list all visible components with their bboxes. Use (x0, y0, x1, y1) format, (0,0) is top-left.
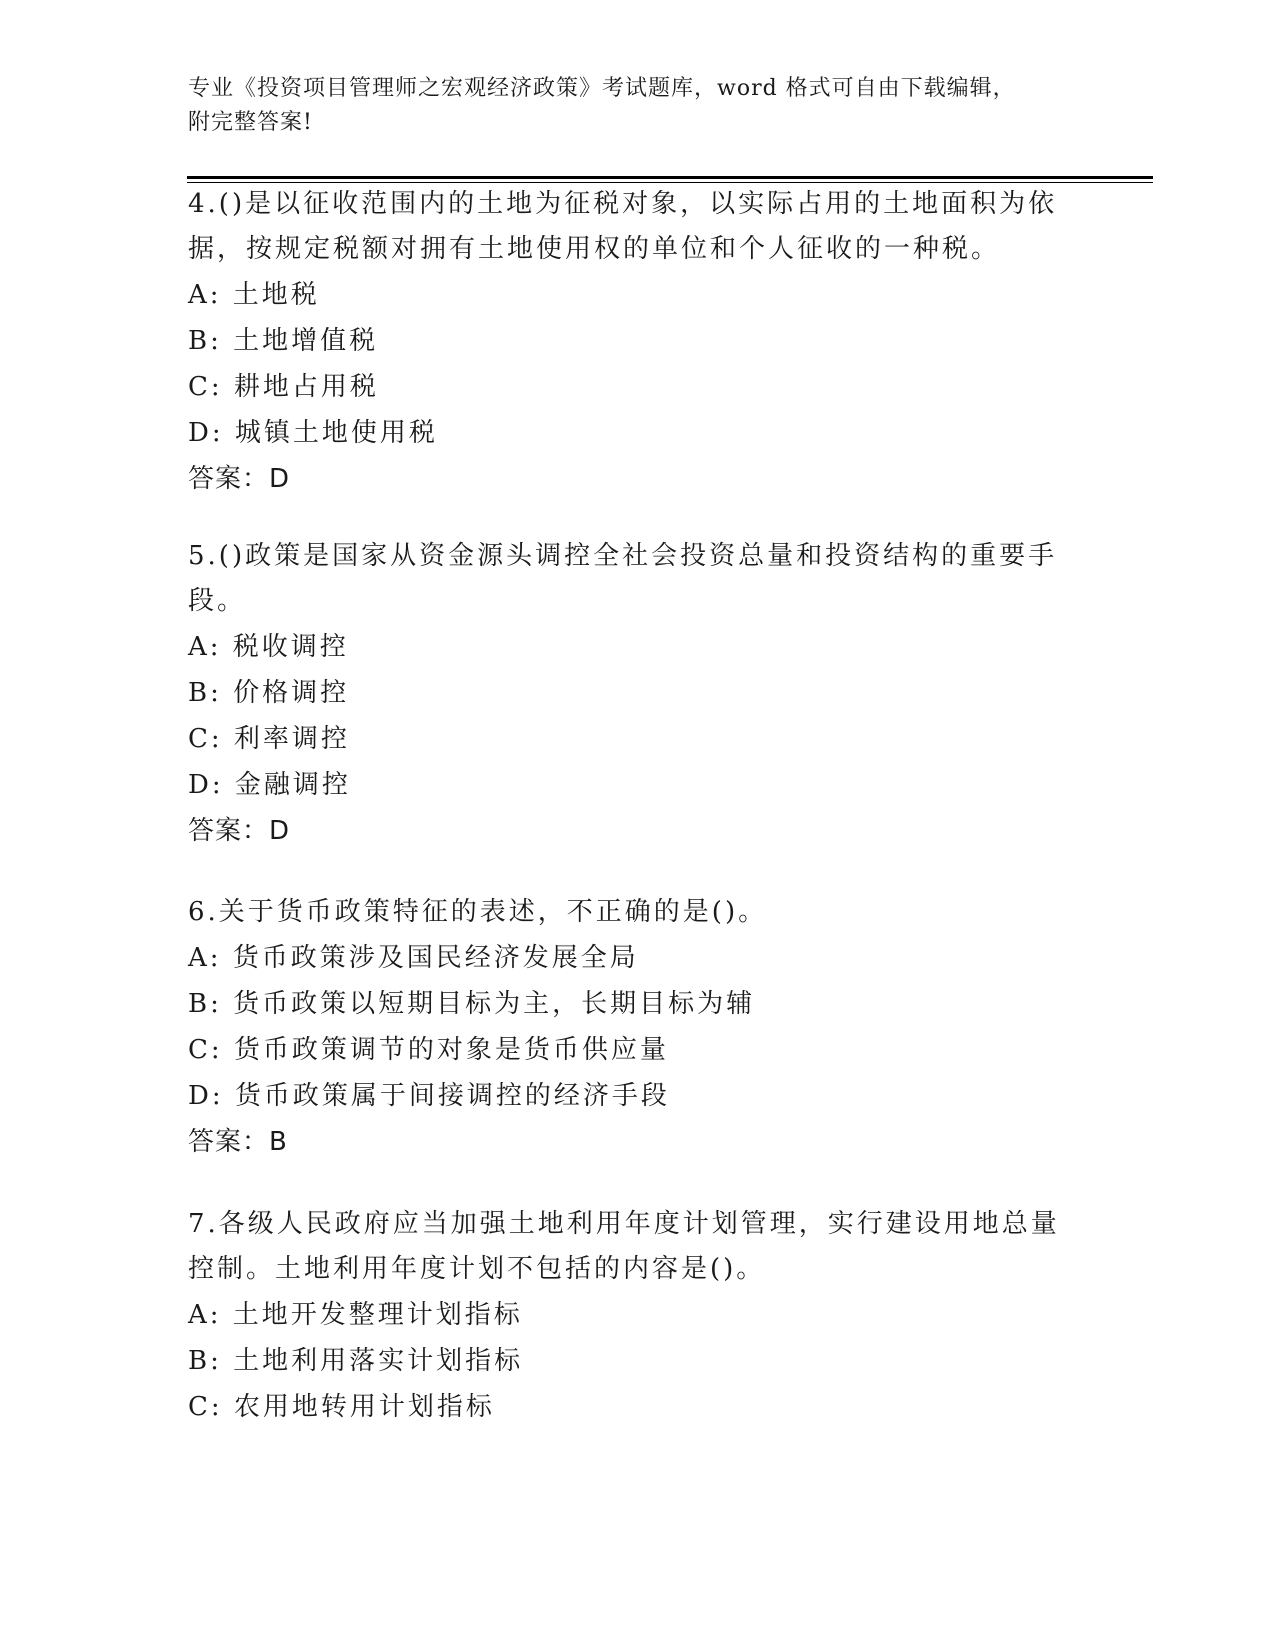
answer: 答案：B (188, 1127, 288, 1157)
question-6 (188, 890, 1068, 1165)
question-7 (188, 1202, 1068, 1430)
option-d: D: 城镇土地使用税 (188, 418, 438, 448)
option-c: C: 农用地转用计划指标 (188, 1392, 495, 1422)
option-a: A: 土地开发整理计划指标 (188, 1300, 523, 1330)
option-d: D: 货币政策属于间接调控的经济手段 (188, 1081, 670, 1111)
option-b: B: 货币政策以短期目标为主，长期目标为辅 (188, 989, 756, 1019)
option-a: A: 税收调控 (188, 632, 349, 662)
answer: 答案：D (188, 464, 291, 494)
option-a: A: 货币政策涉及国民经济发展全局 (188, 943, 639, 973)
option-b: B: 土地增值税 (188, 326, 379, 356)
answer: 答案：D (188, 816, 291, 846)
option-d: D: 金融调控 (188, 770, 351, 800)
option-b: B: 价格调控 (188, 678, 350, 708)
question-5 (188, 534, 1068, 854)
header-divider-thick (187, 176, 1153, 179)
header-line-2: 附完整答案! (188, 110, 313, 135)
option-a: A: 土地税 (188, 280, 320, 310)
question-stem: 7.各级人民政府应当加强土地利用年度计划管理，实行建设用地总量控制。土地利用年度计划不包括的内容是()。 (188, 1209, 1060, 1284)
document-header (188, 72, 1088, 140)
header-line-1: 专业《投资项目管理师之宏观经济政策》考试题库，word 格式可自由下载编辑， (188, 76, 1016, 101)
question-stem: 5.()政策是国家从资金源头调控全社会投资总量和投资结构的重要手段。 (188, 541, 1058, 616)
option-b: B: 土地利用落实计划指标 (188, 1346, 524, 1376)
option-c: C: 利率调控 (188, 724, 350, 754)
question-stem: 4.()是以征收范围内的土地为征税对象，以实际占用的土地面积为依据，按规定税额对拥有土地使用权的单位和个人征收的一种税。 (188, 189, 1058, 264)
question-stem: 6.关于货币政策特征的表述，不正确的是()。 (188, 897, 768, 927)
option-c: C: 货币政策调节的对象是货币供应量 (188, 1035, 669, 1065)
option-c: C: 耕地占用税 (188, 372, 379, 402)
question-4 (188, 182, 1068, 502)
